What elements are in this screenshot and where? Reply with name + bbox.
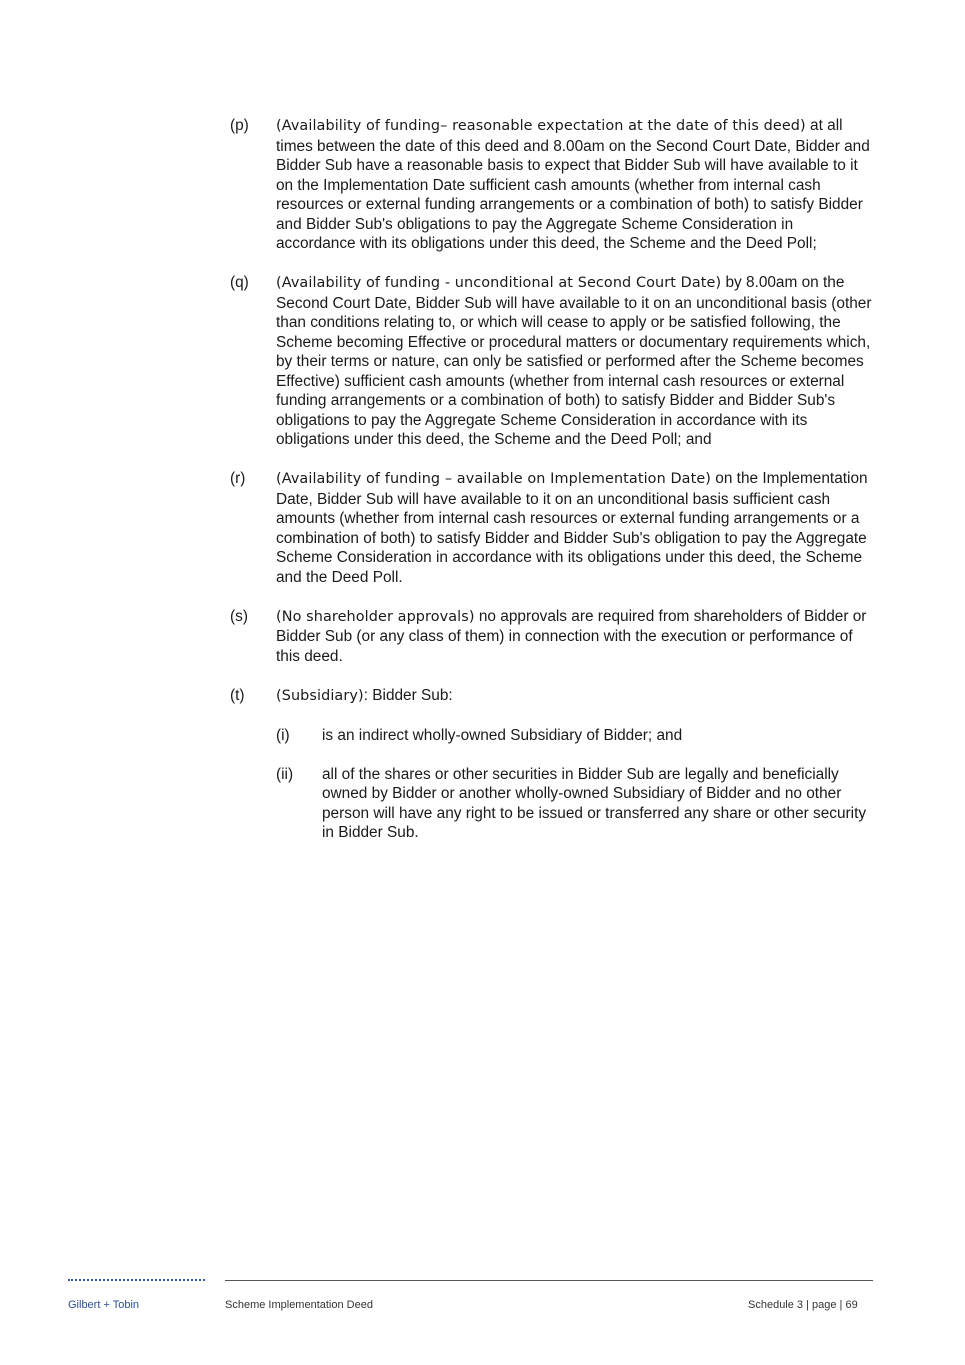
- document-body: [230, 116, 875, 862]
- clause-q: [230, 273, 875, 450]
- clause-heading: (No shareholder approvals): [276, 608, 475, 625]
- footer-firm-name: Gilbert + Tobin: [68, 1299, 140, 1311]
- clause-body: at all times between the date of this deed and 8.00am on the Second Court Date, Bidder and Bidder Sub have a reasonable basis to expect that Bidder Sub will have available to it on the Implementation Date sufficient cash amounts (whether from internal cash resources or external funding arrangements or a combination of both) to satisfy Bidder and Bidder Sub's obligations to pay the Aggregate Scheme Consideration in accordance with its obligations under this deed, the Scheme and the Deed Poll;: [276, 117, 870, 252]
- clause-body: by 8.00am on the Second Court Date, Bidder Sub will have available to it on an unconditional basis (other than conditions relating to, or which will cease to apply or be satisfied following, the Scheme becoming Effective or procedural matters or documentary requirements which, by their terms or nature, can only be satisfied or performed after the Scheme becomes Effective) sufficient cash amounts (whether from internal cash resources or external funding arrangements or a combination of both) to satisfy Bidder and Bidder Sub's obligations to pay the Aggregate Scheme Consideration in accordance with its obligations under this deed, the Scheme and the Deed Poll; and: [276, 274, 872, 448]
- clause-heading: (Availability of funding– reasonable expectation at the date of this deed): [276, 118, 806, 134]
- subclause-text: is an indirect wholly-owned Subsidiary of Bidder; and: [322, 726, 683, 744]
- clause-label: (t): [230, 686, 245, 704]
- footer-document-title: Scheme Implementation Deed: [225, 1299, 373, 1311]
- subclause-text: all of the shares or other securities in Bidder Sub are legally and beneficially owned by Bidder or another wholly-owned Subsidiary of Bidder and no other person will have any right to be issued or transferred any share or other security in Bidder Sub.: [322, 765, 867, 841]
- clause-label: (p): [230, 117, 249, 134]
- subclause-i: [276, 726, 875, 746]
- footer-dotted-rule: [68, 1279, 205, 1281]
- clause-label: (r): [230, 470, 246, 487]
- clause-body: on the Implementation Date, Bidder Sub will have available to it on an unconditional basis sufficient cash amounts (whether from internal cash resources or external funding arrangements or a combination of both) to satisfy Bidder and Bidder Sub's obligation to pay the Aggregate Scheme Consideration in accordance with its obligations under this deed, the Scheme and the Deed Poll.: [276, 470, 868, 586]
- clause-label: (s): [230, 607, 248, 625]
- clause-heading: (Subsidiary): [276, 687, 364, 704]
- clause-body: no approvals are required from shareholders of Bidder or Bidder Sub (or any class of them) in connection with the execution or performance of this deed.: [276, 607, 867, 665]
- subclause-label: (ii): [276, 765, 294, 783]
- clause-label: (q): [230, 274, 249, 291]
- subclause-ii: [276, 765, 875, 843]
- clause-p: [230, 116, 875, 254]
- clause-heading: (Availability of funding - unconditional at Second Court Date): [276, 275, 722, 291]
- footer-rule: [225, 1280, 873, 1281]
- clause-body: : Bidder Sub:: [363, 686, 453, 704]
- clause-r: [230, 469, 875, 587]
- clause-t: [230, 686, 875, 843]
- subclause-label: (i): [276, 726, 290, 744]
- subclause-list: [276, 726, 875, 843]
- clause-heading: (Availability of funding – available on Implementation Date): [276, 471, 711, 487]
- footer-page-number: Schedule 3 | page | 69: [748, 1299, 858, 1311]
- clause-s: [230, 607, 875, 667]
